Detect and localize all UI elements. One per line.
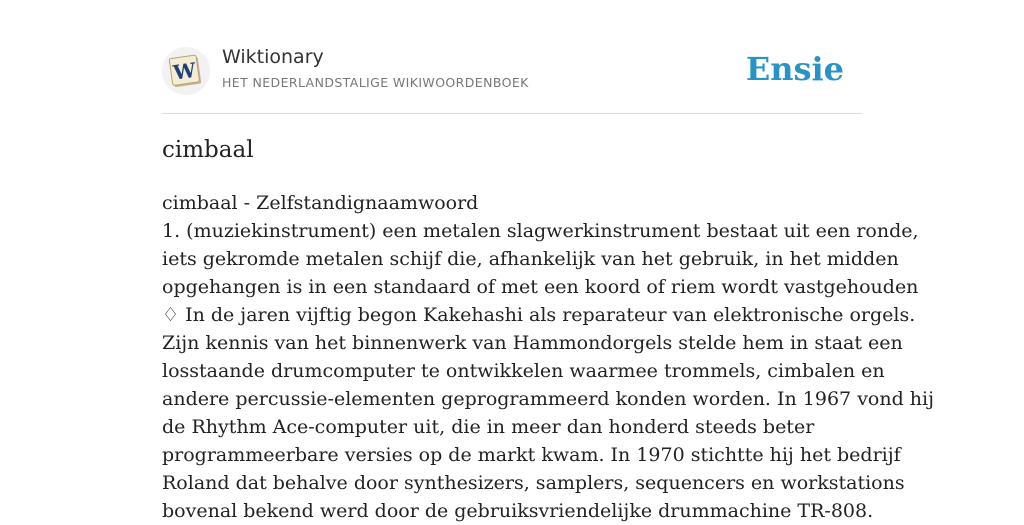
- example-line: ♢ In de jaren vijftig begon Kakehashi als reparateur van elektronische orgels.: [162, 304, 916, 326]
- example-line: bovenal bekend werd door de gebruiksvriendelijke drummachine TR-808.: [162, 500, 874, 522]
- definition-line: opgehangen is in een standaard of met een koord of riem wordt vastgehouden: [162, 276, 919, 298]
- page-title: cimbaal: [162, 137, 254, 163]
- example-line: Roland dat behalve door synthesizers, samplers, sequencers en workstations: [162, 472, 905, 494]
- logo-letter: W: [171, 57, 198, 85]
- definition-line: 1. (muziekinstrument) een metalen slagwerkinstrument bestaat uit een ronde,: [162, 220, 919, 242]
- example-line: Zijn kennis van het binnenwerk van Hammondorgels stelde hem in staat een: [162, 332, 903, 354]
- wiktionary-logo-icon[interactable]: [162, 47, 210, 95]
- site-name[interactable]: Wiktionary: [222, 46, 324, 68]
- definition-text: [162, 189, 935, 525]
- definition-heading: cimbaal - Zelfstandignaamwoord: [162, 192, 479, 214]
- definition-line: iets gekromde metalen schijf die, afhankelijk van het gebruik, in het midden: [162, 248, 899, 270]
- site-header: [162, 44, 862, 98]
- example-line: losstaande drumcomputer te ontwikkelen waarmee trommels, cimbalen en: [162, 360, 885, 382]
- site-subtitle: HET NEDERLANDSTALIGE WIKIWOORDENBOEK: [222, 75, 529, 90]
- example-line: de Rhythm Ace-computer uit, die in meer dan honderd steeds beter: [162, 416, 815, 438]
- example-line: programmeerbare versies op de markt kwam. In 1970 stichtte hij het bedrijf: [162, 444, 901, 466]
- example-line: andere percussie-elementen geprogrammeerd konden worden. In 1967 vond hij: [162, 388, 935, 410]
- entry-card: [162, 0, 935, 522]
- header-divider: [162, 113, 862, 114]
- brand-logo[interactable]: Ensie: [745, 50, 844, 88]
